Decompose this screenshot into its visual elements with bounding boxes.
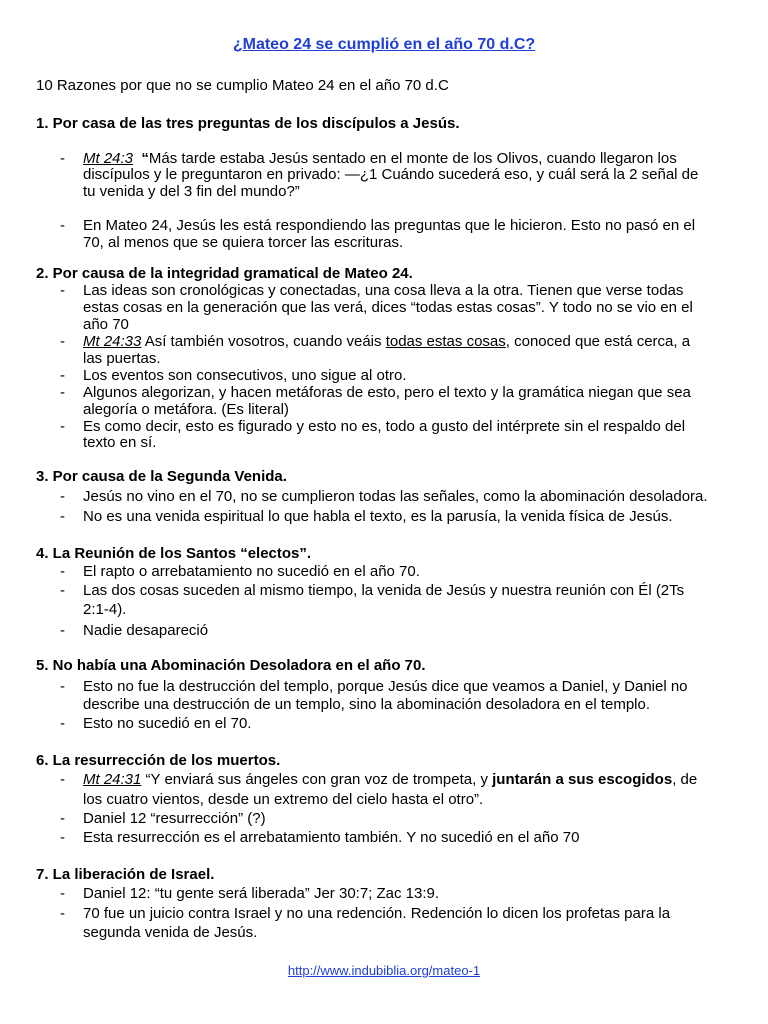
scripture-reference: Mt 24:31 [83,771,142,788]
list-item [83,150,733,167]
intro-text: 10 Razones por que no se cumplio Mateo 24 en el año 70 d.C [36,77,449,94]
section-4-heading: 4. La Reunión de los Santos “electos”. [36,545,312,562]
bullet-dash: - [60,488,65,505]
item-text: tu venida y del 3 fin del mundo?” [83,183,300,200]
section-2-heading: 2. Por causa de la integridad gramatical de Mateo 24. [36,265,413,282]
item-text: El rapto o arrebatamiento no sucedió en el año 70. [83,563,420,580]
item-text: En Mateo 24, Jesús les está respondiendo las preguntas que le hicieron. Esto no pasó en el [83,217,696,234]
section-3-heading: 3. Por causa de la Segunda Venida. [36,468,287,485]
item-text: 70, al menos que se quiera torcer las escrituras. [83,234,404,251]
bullet-dash: - [60,622,65,639]
item-text: Daniel 12: “tu gente será liberada” Jer 30:7; Zac 13:9. [83,885,440,902]
item-text: Más tarde estaba Jesús sentado en el monte de los Olivos, cuando llegaron los [148,150,677,167]
bullet-dash: - [60,829,65,846]
section-7-heading: 7. La liberación de Israel. [36,866,215,883]
bullet-dash: - [60,771,65,788]
bullet-dash: - [60,367,65,384]
section-6-heading: 6. La resurrección de los muertos. [36,752,281,769]
item-text: “Y enviará sus ángeles con gran voz de trompeta, y [145,771,488,788]
bullet-dash: - [60,810,65,827]
item-text: Así también vosotros, cuando veáis [144,333,382,350]
bullet-dash: - [60,282,65,299]
item-text: Nadie desapareció [83,622,209,639]
bullet-dash: - [60,678,65,695]
item-text: Esto no sucedió en el 70. [83,715,252,732]
item-text: Esta resurrección es el arrebatamiento también. Y no sucedió en el año 70 [83,829,580,846]
item-text: No es una venida espiritual lo que habla el texto, es la parusía, la venida física de Jesús. [83,508,673,525]
item-text: 2:1-4). [83,601,127,618]
item-text: describe una destrucción de un templo, sino la abominación desoladora en el templo. [83,696,651,713]
bold-phrase: juntarán a sus escogidos [492,771,673,788]
bullet-dash: - [60,582,65,599]
item-text: estas cosas en la generación que las verá, dices “todas estas cosas”. Y todo no se vio en el [83,299,693,316]
item-text: año 70 [83,316,129,333]
quote-mark: “ [141,150,149,167]
list-item [83,333,733,350]
item-text: Algunos alegorizan, y hacen metáforas de esto, pero el texto y la gramática niegan que sea [83,384,691,401]
bullet-dash: - [60,563,65,580]
footer-link[interactable]: http://www.indubiblia.org/mateo-1 [287,963,481,978]
item-text: alegoría o metáfora. (Es literal) [83,401,289,418]
item-text: los cuatro vientos, desde un extremo del cielo hasta el otro”. [83,791,484,808]
item-text: discípulos y le preguntaron en privado: —¿1 Cuándo sucederá eso, y cuál será la 2 señal de [83,166,699,183]
item-text: Jesús no vino en el 70, no se cumplieron todas las señales, como la abominación desoladora. [83,488,708,505]
item-text: Esto no fue la destrucción del templo, porque Jesús dice que veamos a Daniel, y Daniel no [83,678,688,695]
scripture-reference: Mt 24:33 [83,333,142,350]
bullet-dash: - [60,333,65,350]
bullet-dash: - [60,418,65,435]
list-item [83,771,733,788]
item-text: texto en sí. [83,434,157,451]
section-1-heading: 1. Por casa de las tres preguntas de los discípulos a Jesús. [36,115,460,132]
item-text: Las dos cosas suceden al mismo tiempo, la venida de Jesús y nuestra reunión con Él (2Ts [83,582,685,599]
item-text: Las ideas son cronológicas y conectadas, una cosa lleva a la otra. Tienen que verse todas [83,282,684,299]
item-text: , de [672,771,698,788]
item-text: segunda venida de Jesús. [83,924,258,941]
bullet-dash: - [60,715,65,732]
item-text: las puertas. [83,350,161,367]
item-text: 70 fue un juicio contra Israel y no una redención. Redención lo dicen los profetas para la [83,905,671,922]
document-title: ¿Mateo 24 se cumplió en el año 70 d.C? [232,36,536,53]
bullet-dash: - [60,150,65,167]
item-text: Daniel 12 “resurrección” (?) [83,810,266,827]
bullet-dash: - [60,384,65,401]
item-text: , conoced que está cerca, a [505,333,691,350]
section-5-heading: 5. No había una Abominación Desoladora en el año 70. [36,657,426,674]
underlined-phrase: todas estas cosas [385,333,506,350]
bullet-dash: - [60,905,65,922]
bullet-dash: - [60,217,65,234]
item-text: Los eventos son consecutivos, uno sigue al otro. [83,367,407,384]
scripture-reference: Mt 24:3 [83,150,134,167]
bullet-dash: - [60,885,65,902]
item-text: Es como decir, esto es figurado y esto no es, todo a gusto del intérprete sin el respaldo del [83,418,686,435]
bullet-dash: - [60,508,65,525]
